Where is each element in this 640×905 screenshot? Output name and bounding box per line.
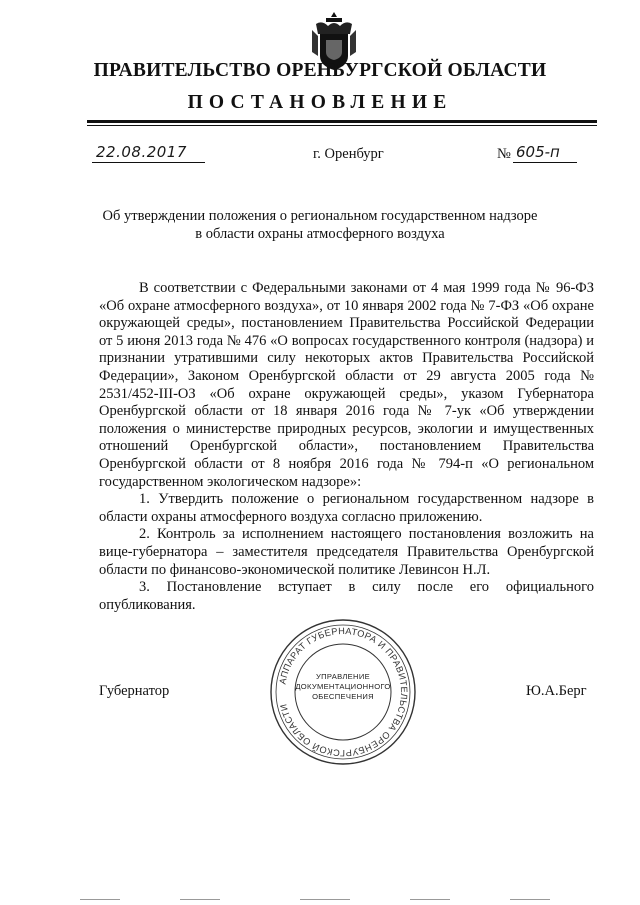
stamp-ring-text: АППАРАТ ГУБЕРНАТОРА И ПРАВИТЕЛЬСТВА ОРЕНБУРГСКОЙ ОБЛАСТИ [277,625,410,759]
body-paragraph: 3. Постановление вступает в силу после его официального опубликования. [99,579,594,613]
header-rule-thin [87,125,597,126]
stamp-center-line: ДОКУМЕНТАЦИОННОГО [295,682,391,691]
number-underline [513,162,577,163]
document-subject [0,208,640,243]
body-paragraph: В соответствии с Федеральными законами от 4 мая 1999 года № 96-ФЗ «Об охране атмосферного воздуха», от 10 января 2002 года № 7-ФЗ «Об охране окружающей среды», постановлением Правительства Российской Федерации от 5 июня 2013 года № 476 «О вопросах государственного контроля (надзора) и признании утратившими силу некоторых актов Правительства Российской Федерации», Законом Оренбургской области от 29 августа 2005 года № 2531/452-III-ОЗ «Об охране окружающей среды», указом Губернатора Оренбургской области от 18 января 2016 года № 7-ук «Об утверждении положения о министерстве природных ресурсов, экологии и имущественных отношений Оренбургской области», постановлением Правительства Оренбургской области от 8 ноября 2016 года № 794-п «О региональном государственном экологическом надзоре»: [99,280,594,490]
stamp-center-line: ОБЕСПЕЧЕНИЯ [312,692,374,701]
body-paragraph: 1. Утвердить положение о региональном государственном надзоре в области охраны атмосферного воздуха согласно приложению. [99,491,594,525]
signatory-title: Губернатор [99,683,170,699]
date-underline [92,162,205,163]
document-city: г. Оренбург [313,146,384,162]
document-number: 605-п [516,143,560,161]
number-label: № [497,146,511,162]
organization-name: ПРАВИТЕЛЬСТВО ОРЕНБУРГСКОЙ ОБЛАСТИ [93,60,547,81]
header-rule [87,120,597,123]
subject-line: в области охраны атмосферного воздуха [195,225,445,242]
bottom-page-marks [80,898,560,902]
stamp-center-text [290,672,396,702]
stamp-center-line: УПРАВЛЕНИЕ [316,672,370,681]
subject-line: Об утверждении положения о региональном государственном надзоре [102,208,538,224]
signatory-name: Ю.А.Берг [526,683,587,699]
document-type: ПОСТАНОВЛЕНИЕ [187,92,453,113]
body-paragraph: 2. Контроль за исполнением настоящего постановления возложить на вице-губернатора – заместителя председателя Правительства Оренбургской области по финансово-экономической политике Левинсон Н.Л. [99,526,594,578]
document-body [99,280,594,614]
document-date: 22.08.2017 [96,143,187,161]
